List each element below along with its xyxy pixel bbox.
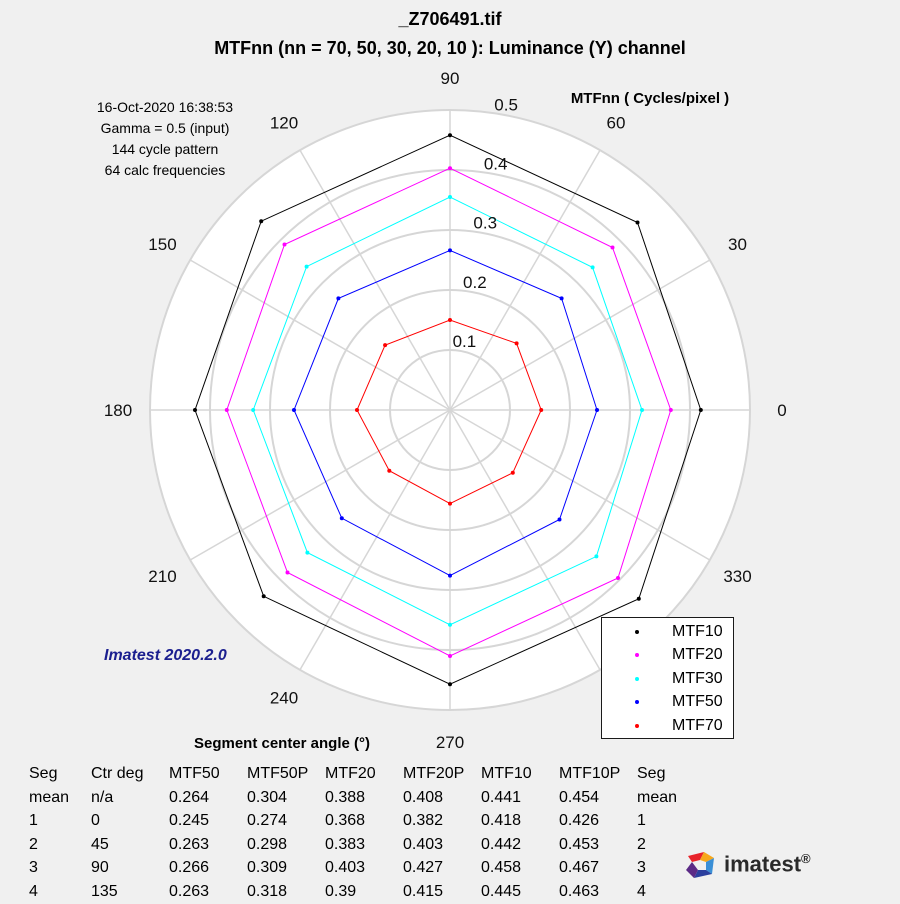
legend-item-mtf70 bbox=[602, 715, 733, 737]
table-cell: 0.382 bbox=[403, 812, 444, 830]
data-point-mtf70 bbox=[383, 343, 387, 347]
table-cell: 0.368 bbox=[325, 812, 366, 830]
data-point-mtf50 bbox=[558, 518, 562, 522]
table-row bbox=[29, 880, 700, 904]
table-cell: 0.426 bbox=[559, 812, 600, 830]
data-point-mtf20 bbox=[283, 243, 287, 247]
data-point-mtf50 bbox=[595, 408, 599, 412]
data-point-mtf20 bbox=[448, 654, 452, 658]
table-cell: 0.453 bbox=[559, 835, 600, 853]
table-cell: 0.403 bbox=[325, 859, 366, 877]
info-pattern: 144 cycle pattern bbox=[111, 141, 219, 157]
table-cell: 0.298 bbox=[247, 835, 288, 853]
data-point-mtf20 bbox=[669, 408, 673, 412]
legend-item-mtf20 bbox=[602, 644, 733, 666]
table-header-cell: MTF50 bbox=[169, 765, 220, 782]
table-cell: 0 bbox=[91, 812, 100, 830]
table-header-row bbox=[29, 762, 700, 786]
table-cell: mean bbox=[637, 788, 678, 806]
radial-tick-label: 0.5 bbox=[494, 95, 518, 115]
legend-marker-mtf50 bbox=[635, 700, 639, 704]
table-cell: 0.383 bbox=[325, 835, 366, 853]
table-row bbox=[29, 786, 700, 810]
data-point-mtf20 bbox=[448, 166, 452, 170]
chart-title-description: MTFnn (nn = 70, 50, 30, 20, 10 ): Luminance (Y) channel bbox=[214, 38, 686, 58]
table-cell: 0.309 bbox=[247, 859, 288, 877]
table-cell: 135 bbox=[91, 882, 118, 900]
radial-tick-label: 0.1 bbox=[452, 331, 477, 351]
angle-tick-label: 30 bbox=[728, 235, 747, 254]
angle-tick-label: 90 bbox=[440, 69, 460, 88]
table-cell: 2 bbox=[29, 835, 38, 853]
info-timestamp: 16-Oct-2020 16:38:53 bbox=[96, 99, 234, 115]
data-point-mtf50 bbox=[560, 296, 564, 300]
data-point-mtf20 bbox=[611, 246, 615, 250]
data-point-mtf20 bbox=[286, 571, 290, 575]
legend-marker-mtf70 bbox=[635, 724, 639, 728]
data-point-mtf10 bbox=[636, 221, 640, 225]
data-point-mtf50 bbox=[292, 408, 296, 412]
data-point-mtf10 bbox=[259, 219, 263, 223]
table-cell: 0.415 bbox=[403, 882, 444, 900]
data-point-mtf70 bbox=[448, 502, 452, 506]
angle-tick-label: 0 bbox=[777, 401, 787, 420]
table-cell: 0.304 bbox=[247, 788, 288, 806]
angle-tick-label: 330 bbox=[723, 567, 752, 586]
table-cell: 0.388 bbox=[325, 788, 366, 806]
angle-tick-label: 180 bbox=[103, 401, 133, 420]
radial-tick-label: 0.4 bbox=[483, 154, 508, 174]
table-header-cell: Seg bbox=[29, 765, 58, 782]
imatest-logo-word: imatest bbox=[724, 851, 802, 877]
table-cell: 0.263 bbox=[169, 835, 210, 853]
table-cell: 0.454 bbox=[559, 788, 600, 806]
data-point-mtf70 bbox=[448, 318, 452, 322]
table-cell: 1 bbox=[637, 812, 646, 830]
angle-tick-label: 270 bbox=[435, 733, 465, 752]
table-cell: 90 bbox=[91, 859, 109, 877]
table-cell: 0.266 bbox=[169, 859, 210, 877]
table-row bbox=[29, 833, 700, 857]
table-header-cell: MTF50P bbox=[247, 765, 309, 782]
table-cell: 0.403 bbox=[403, 835, 444, 853]
table-cell: 0.245 bbox=[169, 812, 210, 830]
table-cell: 4 bbox=[29, 882, 38, 900]
data-point-mtf10 bbox=[193, 408, 197, 412]
imatest-logo-text bbox=[724, 851, 811, 877]
data-point-mtf30 bbox=[448, 195, 452, 199]
legend-item-mtf30 bbox=[602, 668, 733, 690]
table-cell: 0.467 bbox=[559, 859, 600, 877]
data-point-mtf30 bbox=[448, 623, 452, 627]
registered-mark: ® bbox=[801, 851, 811, 866]
data-point-mtf20 bbox=[616, 576, 620, 580]
table-cell: n/a bbox=[91, 788, 114, 806]
angle-tick-label: 210 bbox=[148, 567, 177, 586]
legend-item-mtf50 bbox=[602, 691, 733, 713]
table-header-cell: MTF10P bbox=[559, 765, 621, 782]
table-row bbox=[29, 809, 700, 833]
data-point-mtf30 bbox=[640, 408, 644, 412]
table-cell: 45 bbox=[91, 835, 109, 853]
table-cell: 0.318 bbox=[247, 882, 288, 900]
chart-title-filename: _Z706491.tif bbox=[398, 9, 502, 29]
data-point-mtf70 bbox=[355, 408, 359, 412]
legend-label-mtf50: MTF50 bbox=[672, 693, 723, 710]
table-cell: 4 bbox=[637, 882, 646, 900]
table-cell: 0.263 bbox=[169, 882, 210, 900]
radial-tick-label: 0.2 bbox=[463, 272, 487, 292]
imatest-logo-icon bbox=[684, 850, 718, 880]
data-point-mtf50 bbox=[336, 296, 340, 300]
data-point-mtf10 bbox=[262, 594, 266, 598]
data-point-mtf50 bbox=[340, 516, 344, 520]
table-cell: 3 bbox=[29, 859, 38, 877]
data-point-mtf70 bbox=[539, 408, 543, 412]
table-cell: 0.427 bbox=[403, 859, 444, 877]
table-header-cell: Ctr deg bbox=[91, 765, 144, 782]
table-cell: 0.445 bbox=[481, 882, 522, 900]
table-cell: 0.274 bbox=[247, 812, 288, 830]
data-point-mtf30 bbox=[251, 408, 255, 412]
legend-marker-mtf30 bbox=[635, 677, 639, 681]
table-header-cell: Seg bbox=[637, 765, 666, 782]
table-cell: 0.463 bbox=[559, 882, 600, 900]
table-header-cell: MTF20 bbox=[325, 765, 376, 782]
data-point-mtf50 bbox=[448, 248, 452, 252]
table-cell: 0.441 bbox=[481, 788, 522, 806]
data-point-mtf10 bbox=[699, 408, 703, 412]
table-cell: 0.458 bbox=[481, 859, 522, 877]
legend-label-mtf30: MTF30 bbox=[672, 670, 723, 687]
table-row bbox=[29, 856, 700, 880]
info-gamma: Gamma = 0.5 (input) bbox=[100, 120, 230, 136]
chart-legend bbox=[601, 617, 734, 739]
table-cell: 0.418 bbox=[481, 812, 522, 830]
radial-tick-label: 0.3 bbox=[473, 213, 498, 233]
data-point-mtf70 bbox=[387, 469, 391, 473]
legend-label-mtf70: MTF70 bbox=[672, 717, 723, 734]
data-point-mtf70 bbox=[515, 341, 519, 345]
data-point-mtf20 bbox=[225, 408, 229, 412]
table-cell: 0.408 bbox=[403, 788, 444, 806]
legend-label-mtf20: MTF20 bbox=[672, 646, 723, 663]
legend-item-mtf10 bbox=[602, 621, 733, 643]
data-point-mtf30 bbox=[594, 554, 598, 558]
angle-tick-label: 60 bbox=[606, 113, 626, 133]
table-header-cell: MTF10 bbox=[481, 765, 532, 782]
angle-tick-label: 240 bbox=[269, 688, 299, 708]
info-frequencies: 64 calc frequencies bbox=[104, 162, 226, 178]
legend-label-mtf10: MTF10 bbox=[672, 623, 723, 640]
imatest-version-label: Imatest 2020.2.0 bbox=[104, 647, 227, 664]
data-point-mtf10 bbox=[448, 682, 452, 686]
data-point-mtf10 bbox=[637, 597, 641, 601]
table-header-cell: MTF20P bbox=[403, 765, 465, 782]
data-point-mtf50 bbox=[448, 574, 452, 578]
angle-tick-label: 120 bbox=[269, 113, 299, 133]
table-cell: 2 bbox=[637, 835, 646, 853]
legend-marker-mtf10 bbox=[635, 630, 639, 634]
radial-axis-label: MTFnn ( Cycles/pixel ) bbox=[570, 90, 730, 107]
table-cell: 0.442 bbox=[481, 835, 522, 853]
data-point-mtf10 bbox=[448, 133, 452, 137]
table-cell: 3 bbox=[637, 859, 646, 877]
angular-axis-label: Segment center angle (°) bbox=[193, 735, 371, 752]
mtf-summary-table bbox=[29, 762, 700, 904]
table-cell: 0.39 bbox=[325, 882, 357, 900]
table-cell: 0.264 bbox=[169, 788, 210, 806]
data-point-mtf30 bbox=[305, 551, 309, 555]
legend-marker-mtf20 bbox=[635, 653, 639, 657]
data-point-mtf70 bbox=[511, 471, 515, 475]
angle-tick-label: 150 bbox=[148, 235, 177, 254]
data-point-mtf30 bbox=[591, 265, 595, 269]
table-cell: mean bbox=[29, 788, 70, 806]
table-cell: 1 bbox=[29, 812, 38, 830]
data-point-mtf30 bbox=[305, 265, 309, 269]
